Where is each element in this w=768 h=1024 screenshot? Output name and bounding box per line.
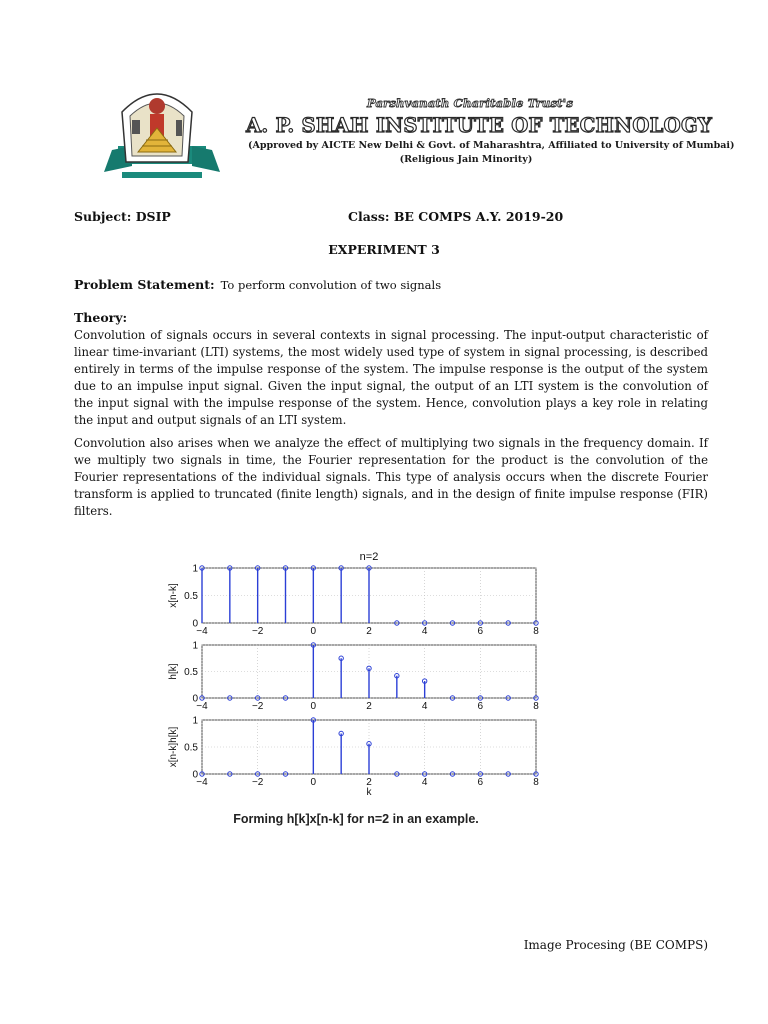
y-tick-label: 0.5 [184, 742, 198, 754]
figure-caption: Forming h[k]x[n-k] for n=2 in an example. [233, 812, 479, 826]
x-tick-label: −4 [196, 777, 208, 788]
y-tick-label: 0.5 [184, 591, 198, 602]
stem-chart [150, 545, 570, 815]
institute-logo [92, 76, 222, 184]
y-tick-label: 1 [192, 715, 198, 727]
class-value: BE COMPS A.Y. 2019-20 [393, 209, 564, 224]
class-label: Class: [348, 209, 390, 224]
y-tick-label: 0.5 [184, 667, 198, 678]
x-tick-label: 0 [310, 626, 317, 637]
x-tick-label: 2 [366, 626, 372, 637]
theory-paragraph: Convolution also arises when we analyze the effect of multiplying two signals in the frequency domain. If we multiply two signals in time, the Fourier representation for the product is the convolution of the Fourier representations of the individual signals. This type of analysis occurs when the discrete Fourier transform is applied to truncated (finite length) signals, and in the design of finite impulse response (FIR) filters. [74, 436, 708, 518]
x-tick-label: 4 [421, 626, 428, 637]
x-tick-label: 6 [477, 626, 484, 637]
y-tick-label: 1 [192, 563, 198, 575]
institute-name: A. P. SHAH INSTITUTE OF TECHNOLOGY [246, 114, 713, 137]
x-tick-label: −2 [251, 701, 264, 712]
x-tick-label: 8 [533, 701, 539, 712]
y-tick-label: 0 [192, 693, 198, 705]
trust-name: Parshvanath Charitable Trust's [366, 96, 574, 110]
x-tick-label: −4 [196, 626, 208, 637]
x-tick-label: −4 [196, 701, 208, 712]
y-tick-label: 1 [192, 640, 198, 652]
y-tick-label: 0 [192, 769, 198, 781]
y-axis-label: h[k] [168, 663, 179, 680]
x-tick-label: 2 [366, 777, 372, 788]
problem-statement [74, 277, 441, 292]
x-tick-label: 4 [421, 777, 428, 788]
problem-label: Problem Statement: [74, 277, 215, 292]
subject-line [74, 209, 171, 224]
x-tick-label: 6 [477, 777, 484, 788]
y-axis-label: x[n-k] [168, 583, 179, 608]
y-tick-label: 0 [192, 618, 198, 630]
x-tick-label: 6 [477, 701, 484, 712]
chart-title: n=2 [359, 551, 379, 563]
x-tick-label: −2 [251, 777, 264, 788]
subject-value: DSIP [135, 209, 171, 224]
subject-label: Subject: [74, 209, 132, 224]
x-tick-label: 8 [533, 626, 539, 637]
x-tick-label: 4 [421, 701, 428, 712]
x-tick-label: 0 [310, 701, 317, 712]
approval-line: (Approved by AICTE New Delhi & Govt. of Maharashtra, Affiliated to University of Mumbai) [248, 140, 735, 151]
experiment-title: EXPERIMENT 3 [328, 242, 440, 257]
x-tick-label: −2 [251, 626, 264, 637]
y-axis-label: x[n-k]h[k] [168, 726, 179, 768]
class-line [348, 209, 563, 224]
x-tick-label: 8 [533, 777, 539, 788]
theory-paragraph: Convolution of signals occurs in several contexts in signal processing. The input-output characteristic of linear time-invariant (LTI) systems, the most widely used type of system in signal processing, is described entirely in terms of the impulse response of the system. The impulse response is the output of the system due to an impulse input signal. Given the input signal, the output of an LTI system is the convolution of the input signal with the impulse response of the system. Hence, convolution plays a key role in relating the input and output signals of an LTI system. [74, 328, 708, 427]
x-tick-label: 2 [366, 701, 372, 712]
problem-value: To perform convolution of two signals [220, 278, 442, 292]
minority-line: (Religious Jain Minority) [399, 154, 533, 165]
theory-heading: Theory: [74, 310, 128, 325]
convolution-figure [150, 545, 570, 815]
x-tick-label: 0 [310, 777, 317, 788]
x-axis-label: k [366, 787, 372, 798]
page-footer: Image Procesing (BE COMPS) [523, 938, 708, 952]
